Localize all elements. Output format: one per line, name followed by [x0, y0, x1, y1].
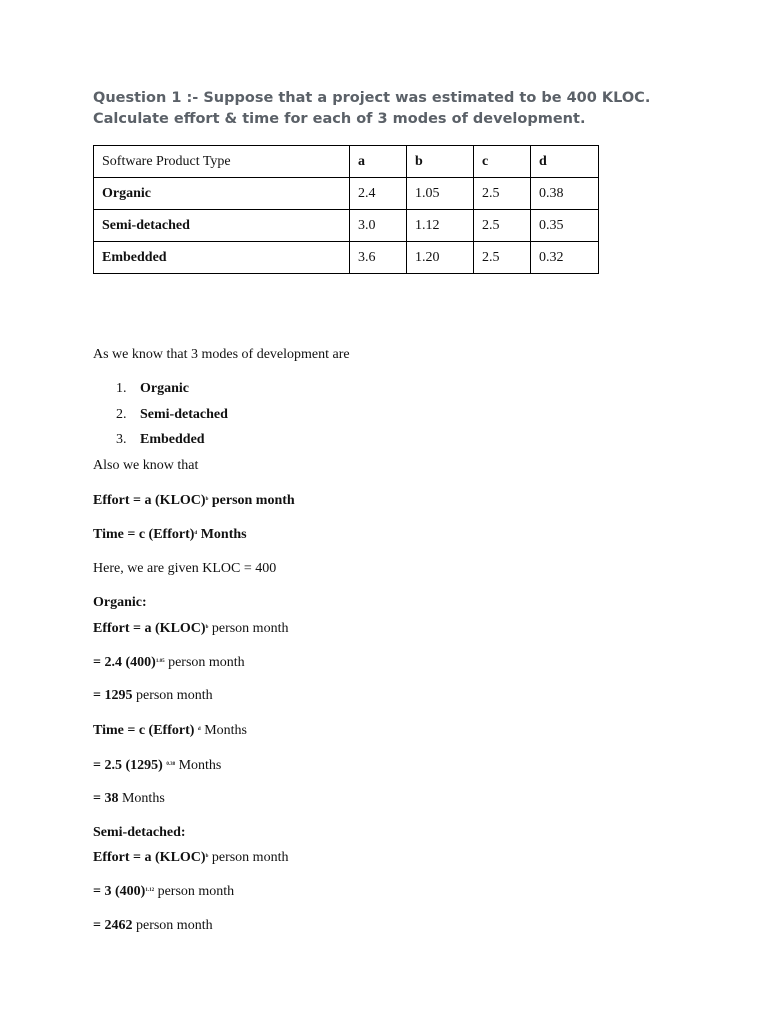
- question-line-1: Question 1 :- Suppose that a project was estimated to be 400 KLOC.: [93, 90, 651, 106]
- equation-rest: Months: [175, 758, 222, 773]
- equation-exponent: b: [205, 854, 209, 859]
- table-cell: 1.12: [407, 210, 474, 242]
- table-header-cell: c: [474, 146, 531, 178]
- semi-detached-heading: Semi-detached:: [93, 825, 186, 840]
- given-text: Here, we are given KLOC = 400: [93, 561, 277, 576]
- table-cell: 1.05: [407, 178, 474, 210]
- formula-exponent: d: [194, 531, 198, 536]
- organic-effort-result: [93, 687, 213, 705]
- list-label: Embedded: [140, 432, 205, 447]
- equation-bold: = 2.5 (1295): [93, 758, 167, 773]
- equation-bold: = 38: [93, 791, 119, 806]
- table-header-cell: a: [350, 146, 407, 178]
- equation-bold: = 2462: [93, 918, 133, 933]
- semi-effort-substitution: [93, 882, 234, 901]
- list-number: 3.: [116, 432, 127, 447]
- equation-rest: person month: [132, 688, 213, 703]
- intro-text: As we know that 3 modes of development are: [93, 347, 350, 362]
- table-cell: Embedded: [94, 242, 350, 274]
- equation-exponent: 1.12: [145, 888, 155, 893]
- equation-exponent: b: [205, 625, 209, 630]
- equation-bold: = 3 (400): [93, 884, 146, 899]
- list-item: [116, 431, 205, 449]
- equation-bold: = 1295: [93, 688, 133, 703]
- table-row: [94, 210, 599, 242]
- table-cell: 2.4: [350, 178, 407, 210]
- equation-rest: person month: [132, 918, 213, 933]
- table-header-cell: b: [407, 146, 474, 178]
- coefficient-table: [93, 145, 599, 274]
- equation-rest: person month: [164, 655, 245, 670]
- organic-effort-formula: [93, 619, 288, 638]
- list-label: Organic: [140, 381, 189, 396]
- time-formula: [93, 525, 247, 544]
- equation-rest: person month: [208, 850, 289, 865]
- semi-effort-result: [93, 917, 213, 935]
- equation-rest: Months: [118, 791, 165, 806]
- formula-text: Effort = a (KLOC): [93, 493, 206, 508]
- organic-time-formula: [93, 721, 247, 740]
- equation-rest: person month: [208, 621, 289, 636]
- organic-effort-substitution: [93, 653, 245, 672]
- table-cell: 2.5: [474, 242, 531, 274]
- table-cell: 3.6: [350, 242, 407, 274]
- table-cell: Organic: [94, 178, 350, 210]
- table-header-cell: d: [531, 146, 599, 178]
- table-row: [94, 178, 599, 210]
- table-cell: 2.5: [474, 178, 531, 210]
- effort-formula: [93, 491, 295, 510]
- list-item: [116, 380, 189, 398]
- equation-bold: Effort = a (KLOC): [93, 850, 206, 865]
- formula-exponent: b: [205, 497, 209, 502]
- list-item: [116, 406, 228, 424]
- equation-bold: Time = c (Effort): [93, 723, 198, 738]
- table-header-cell: Software Product Type: [94, 146, 350, 178]
- equation-bold: = 2.4 (400): [93, 655, 156, 670]
- table-cell: Semi-detached: [94, 210, 350, 242]
- organic-time-substitution: [93, 756, 221, 775]
- table-header-row: [94, 146, 599, 178]
- also-text: Also we know that: [93, 458, 199, 473]
- formula-text: Time = c (Effort): [93, 527, 195, 542]
- table-cell: 0.38: [531, 178, 599, 210]
- list-label: Semi-detached: [140, 407, 228, 422]
- table-cell: 3.0: [350, 210, 407, 242]
- equation-rest: person month: [154, 884, 235, 899]
- equation-exponent: 1.05: [155, 659, 165, 664]
- equation-bold: Effort = a (KLOC): [93, 621, 206, 636]
- table-cell: 1.20: [407, 242, 474, 274]
- formula-unit: person month: [208, 493, 295, 508]
- list-number: 1.: [116, 381, 127, 396]
- table-cell: 0.35: [531, 210, 599, 242]
- semi-effort-formula: [93, 848, 288, 867]
- table-cell: 2.5: [474, 210, 531, 242]
- organic-heading: Organic:: [93, 595, 147, 610]
- formula-unit: Months: [197, 527, 247, 542]
- table-row: [94, 242, 599, 274]
- question-line-2: Calculate effort & time for each of 3 modes of development.: [93, 111, 586, 127]
- organic-time-result: [93, 790, 165, 808]
- equation-rest: Months: [200, 723, 247, 738]
- table-cell: 0.32: [531, 242, 599, 274]
- list-number: 2.: [116, 407, 127, 422]
- equation-exponent: 0.38: [166, 762, 176, 767]
- question-heading: [93, 88, 693, 130]
- equation-exponent: d: [197, 727, 201, 732]
